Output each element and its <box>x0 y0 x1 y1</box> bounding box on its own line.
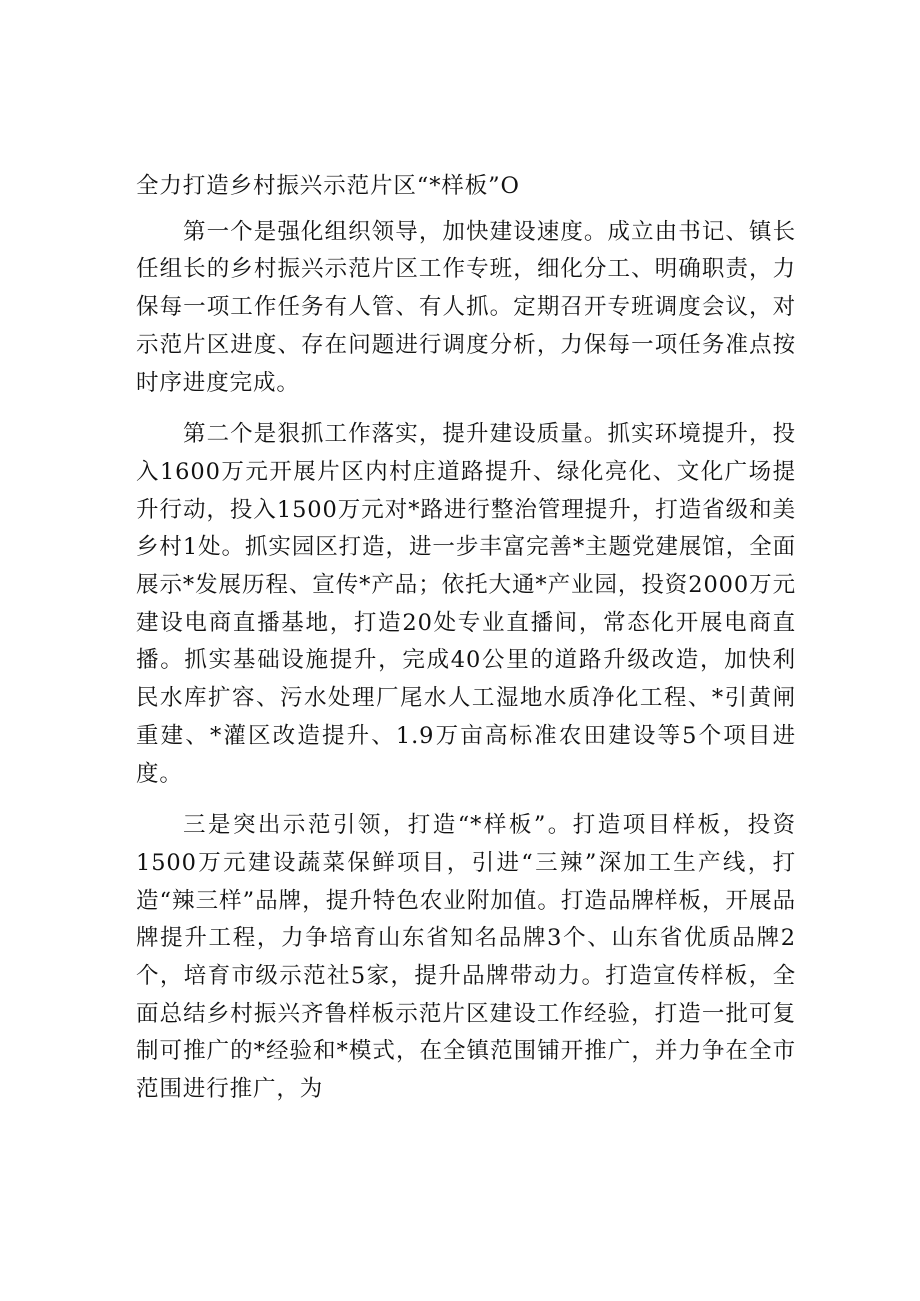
document-body <box>136 168 796 1109</box>
paragraph-spacer <box>136 402 796 416</box>
point-1-paragraph: 第一个是强化组织领导，加快建设速度。成立由书记、镇长任组长的乡村振兴示范片区工作专班，细化分工、明确职责，力保每一项工作任务有人管、有人抓。定期召开专班调度会议，对示范片区进度、存在问题进行调度分析，力保每一项任务准点按时序进度完成。 <box>136 218 796 396</box>
point-2-paragraph: 第二个是狠抓工作落实，提升建设质量。抓实环境提升，投入1600万元开展片区内村庄道路提升、绿化亮化、文化广场提升行动，投入1500万元对*路进行整治管理提升，打造省级和美乡村1处。抓实园区打造，进一步丰富完善*主题党建展馆，全面展示*发展历程、宣传*产品；依托大通*产业园，投资2000万元建设电商直播基地，打造20处专业直播间，常态化开展电商直播。抓实基础设施提升，完成40公里的道路升级改造，加快利民水库扩容、污水处理厂尾水人工湿地水质净化工程、*引黄闸重建、*灌区改造提升、1.9万亩高标准农田建设等5个项目进度。 <box>136 421 796 787</box>
paragraph-spacer <box>136 793 796 807</box>
intro-paragraph: 全力打造乡村振兴示范片区“*样板”O <box>136 173 520 199</box>
paragraph-spacer <box>136 206 796 214</box>
point-3-paragraph: 三是突出示范引领，打造“*样板”。打造项目样板，投资1500万元建设蔬菜保鲜项目，引进“三辣”深加工生产线，打造“辣三样”品牌，提升特色农业附加值。打造品牌样板，开展品牌提升工程，力争培育山东省知名品牌3个、山东省优质品牌2个，培育市级示范社5家，提升品牌带动力。打造宣传样板，全面总结乡村振兴齐鲁样板示范片区建设工作经验，打造一批可复制可推广的*经验和*模式，在全镇范围铺开推广，并力争在全市范围进行推广，为 <box>136 812 796 1103</box>
